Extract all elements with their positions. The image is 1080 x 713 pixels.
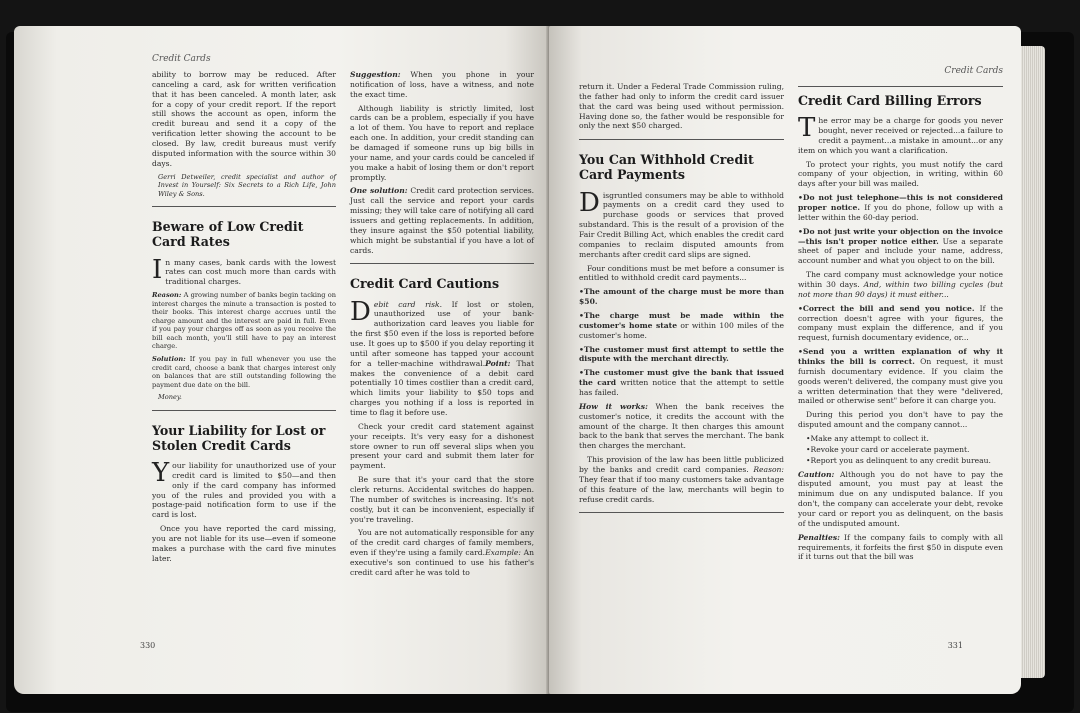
errors-text-3: The card company must acknowledge your notice within 30 days.: [798, 270, 1003, 289]
how-label: How it works:: [579, 401, 648, 411]
penalties-text: If the company fails to comply with all requirements, it forfeits the first $50 in dispute even if it turns out that the bill was: [798, 532, 1003, 562]
divider: [152, 410, 336, 411]
errors-paragraph-2: To protect your rights, you must notify the card company of your objection, in writing, within 60 days after your bill was mailed.: [798, 159, 1003, 189]
left-page-number: 330: [140, 641, 156, 650]
heading-cautions: Credit Card Cautions: [350, 276, 500, 292]
errors-text: he error may be a charge for goods you never bought, never received or rejected...a failure to credit a payment...a mistake in amount...or any item on which you want a clarification.: [798, 116, 1003, 155]
heading-withhold: You Can Withhold Credit Card Payments: [579, 152, 754, 183]
right-column-2: [798, 82, 1003, 566]
right-running-head: Credit Cards: [944, 66, 1003, 76]
penalties-label: Penalties:: [798, 532, 840, 542]
divider: [152, 206, 336, 207]
cautions-lead: ebit card risk.: [373, 299, 443, 309]
suggestion-paragraph: [350, 70, 534, 100]
heading-billing-errors: Credit Card Billing Errors: [798, 93, 982, 108]
suggestion-text: When you phone in your notification of loss, have a witness, and note the exact time.: [350, 70, 534, 99]
cautions-paragraph: [350, 296, 534, 418]
page-edges: [1021, 46, 1045, 678]
errors-bullet-4-rest: On request, it must furnish documentary evidence. If you claim the goods weren't delivered, the company must give you a written determination that they were "delivered, mailed or otherwise sent" before it can charge you.: [798, 357, 1004, 406]
errors-sub-3: •Report you as delinquent to any credit bureau.: [806, 455, 991, 465]
source-credit: Gerri Detweiler, credit specialist and author of Invest in Yourself: Six Secrets to a Rich Life, John Wiley & Sons.: [158, 172, 336, 198]
liability-paragraph: [152, 458, 336, 520]
errors-bullet-2-bold: •Do not just write your objection on the invoice—this isn't proper notice either.: [798, 226, 1003, 246]
errors-paragraph: [798, 113, 1003, 155]
dropcap: D: [579, 187, 600, 218]
left-page: [14, 26, 548, 694]
divider: [579, 139, 784, 140]
dropcap: Y: [152, 458, 170, 489]
errors-bullet-2-rest: Use a separate sheet of paper and include your name, address, account number and what you object to on the bill.: [798, 236, 1003, 266]
errors-bullet-1-rest: If you do phone, follow up with a letter within the 60-day period.: [798, 202, 1004, 222]
divider: [350, 263, 534, 264]
condition-3-text: •The customer must first attempt to settle the dispute with the merchant directly.: [579, 344, 784, 364]
provision-paragraph: [579, 455, 784, 504]
errors-paragraph-4: During this period you don't have to pay the disputed amount and the company cannot...: [798, 410, 1003, 430]
errors-bullet-4: [798, 347, 1003, 406]
solution-label: Solution:: [152, 355, 186, 364]
caution-text: Although you do not have to pay the disputed amount, you must pay at least the minimum due on any undisputed balance. If you don't, the company can accelerate your debt, revoke your card or report you as delinquent, on the basis of the undisputed amount.: [798, 469, 1003, 528]
condition-4-rest: written notice that the attempt to settle has failed.: [579, 378, 785, 397]
right-column-1: [579, 82, 784, 566]
rates-reason: [152, 291, 336, 351]
point-text: That makes the convenience of a debit card potentially 10 times costlier than a credit card, which limits your liability to $50 tops and charges you nothing if a loss is reported in time to flag it before use.: [350, 358, 534, 418]
errors-bullet-1-bold: •Do not just telephone—this is not considered proper notice.: [798, 193, 1003, 212]
liability-paragraph-2: Once you have reported the card missing, you are not liable for its use—even if someone makes a purchase with the card five minutes later.: [152, 524, 336, 563]
solution-text: If you pay in full whenever you use the credit card, choose a bank that charges interest only on balances that are still outstanding following the payment due date on the bill.: [152, 355, 336, 389]
caution-label: Caution:: [798, 469, 835, 479]
provision-text: This provision of the law has been little publicized by the banks and credit card companies.: [579, 455, 784, 474]
cautions-paragraph-2: Check your credit card statement against your receipts. It's very easy for a dishonest store owner to run off several slips when you present your card and submit them later for payment.: [350, 421, 534, 471]
left-column-1: [152, 70, 336, 582]
left-column-2: [350, 70, 534, 582]
dropcap: D: [350, 296, 371, 327]
withhold-text: isgruntled consumers may be able to withhold payments on a credit card they used to purchase goods or services that proved substandard. This is the result of a provision of the Fair Credit Billing Act, which enables the credit card companies to reclaim disputed amounts from merchants after credit card slips are signed.: [579, 190, 784, 259]
withhold-paragraph: [579, 187, 784, 260]
point-label: Point:: [485, 358, 511, 368]
rates-solution: [152, 355, 336, 389]
condition-4-bold: •The customer must give the bank that issued the card: [579, 368, 784, 388]
reason-label: Reason:: [152, 291, 182, 300]
caution-paragraph: [798, 470, 1003, 529]
reason-label-right: Reason:: [753, 465, 784, 474]
continued-paragraph: return it. Under a Federal Trade Commission ruling, the father had only to inform the credit card issuer that the card was being used without permission. Having done so, the father would be responsible for only the next $50 charged.: [579, 82, 784, 131]
cautions-text: If lost or stolen, unauthorized use of your bank-authorization card leaves you liable for the first $50 even if the loss is reported before use. It goes up to $500 if you delay reporting it until after someone has tapped your account for a teller-machine withdrawal.: [350, 299, 534, 368]
right-page: [549, 26, 1021, 694]
errors-paragraph-3: [798, 270, 1003, 300]
example-text: An executive's son continued to use his father's credit card after he was told to: [350, 548, 534, 577]
rates-paragraph: [152, 254, 336, 288]
errors-text-3-italic: And, within two billing cycles (but not more than 90 days) it must either...: [798, 280, 1004, 299]
heading-liability: Your Liability for Lost or Stolen Credit Cards: [152, 422, 326, 453]
right-page-number: 331: [947, 641, 963, 650]
liability-paragraph-3: Although liability is strictly limited, lost cards can be a problem, especially if you have a lot of them. You have to report and replace each one. In addition, your credit standing can be damaged if someone runs up big bills in your name, and your cards could be canceled if you make a habit of losing them or don't report promptly.: [350, 103, 534, 182]
condition-1-text: •The amount of the charge must be more than $50.: [579, 287, 784, 307]
errors-bullet-3-rest: If the correction doesn't agree with your figures, the company must explain the difference, and if you request, furnish documentary evidence, or...: [798, 303, 1003, 343]
penalties-paragraph: [798, 533, 1003, 563]
intro-paragraph: ability to borrow may be reduced. After canceling a card, ask for written verification that it has been canceled. A month later, ask for a copy of your credit report. If the report still shows the account as open, inform the credit bureau and send it a copy of the verification letter showing the account to be closed. By law, credit bureaus must verify disputed information with the source within 30 days.: [152, 70, 336, 168]
how-text: When the bank receives the customer's notice, it credits the account with the amount of the charge. It then charges this amount back to the bank that serves the merchant. The bank then charges the merchant.: [579, 401, 784, 451]
how-it-works: [579, 402, 784, 451]
errors-bullet-4-bold: •Send you a written explanation of why it thinks the bill is correct.: [798, 347, 1003, 367]
condition-4: [579, 368, 784, 398]
condition-1: [579, 287, 784, 307]
errors-sub-2: •Revoke your card or accelerate payment.: [806, 444, 970, 454]
heading-low-rates: Beware of Low Credit Card Rates: [152, 219, 304, 250]
condition-2-bold: •The charge must be made within the customer's home state: [579, 310, 784, 330]
reason-text-right: They fear that if too many customers take advantage of this feature of the law, merchants will begin to refuse credit cards.: [579, 474, 784, 504]
one-solution-paragraph: [350, 186, 534, 255]
example-label: Example:: [485, 548, 521, 558]
suggestion-label: Suggestion:: [350, 70, 401, 79]
cautions-paragraph-4: [350, 528, 534, 577]
errors-sub-1: •Make any attempt to collect it.: [806, 434, 929, 444]
errors-bullet-2: [798, 227, 1003, 266]
reason-text: A growing number of banks begin tacking on interest charges the minute a transaction is posted to their books. This interest charge accrues until the charge amount and the interest are paid in full. Even if you pay your charges off as soon as you receive the bill each month, you'll still have to pay an interest charge.: [152, 291, 336, 351]
errors-bullet-3: [798, 304, 1003, 343]
cautions-paragraph-3: Be sure that it's your card that the store clerk returns. Accidental switches do happen. The number of switches is increasing. It's not costly, but it can be inconvenient, especially if you're traveling.: [350, 475, 534, 524]
cautions-text-4: You are not automatically responsible for any of the credit card charges of family members, even if they're using a family card.: [350, 528, 534, 558]
rates-text: n many cases, bank cards with the lowest rates can cost much more than cards with traditional charges.: [165, 257, 336, 287]
rates-source: Money.: [158, 393, 182, 402]
right-columns: [579, 82, 1003, 566]
left-running-head: Credit Cards: [152, 54, 211, 64]
left-columns: [152, 70, 534, 582]
divider: [579, 512, 784, 513]
errors-bullet-1: [798, 193, 1003, 223]
dropcap: T: [798, 113, 816, 144]
condition-3: [579, 345, 784, 365]
divider: [798, 86, 1003, 87]
one-solution-text: Credit card protection services. Just call the service and report your cards missing; they will take care of notifying all card issuers and getting replacements. In addition, they insure against the $50 potential liability, which might be substantial if you have a lot of cards.: [350, 186, 535, 255]
errors-bullet-3-bold: •Correct the bill and send you notice.: [798, 303, 975, 313]
one-solution-label: One solution:: [350, 186, 408, 196]
condition-2-rest: or within 100 miles of the customer's home.: [579, 320, 785, 340]
withhold-paragraph-2: Four conditions must be met before a consumer is entitled to withhold credit card payments...: [579, 263, 784, 283]
liability-text: our liability for unauthorized use of your credit card is limited to $50—and then only if the card company has informed you of the rules and provided you with a postage-paid notification form to use if the card is lost.: [152, 461, 336, 520]
condition-2: [579, 311, 784, 341]
dropcap: I: [152, 254, 163, 285]
